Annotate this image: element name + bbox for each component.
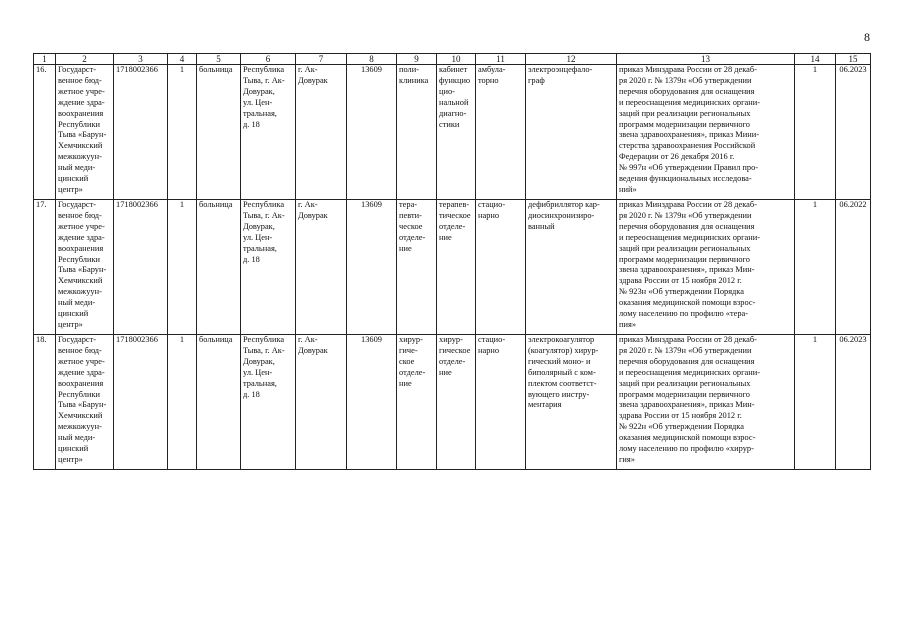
col-header: 13 [617, 54, 795, 65]
organization-cell: Государст- венное бюд- жетное учре- ждение здра- воохранения Республики Тыва «Барун- Хемчикский межкожуун- ный меди- цинский центр» [56, 335, 114, 470]
row-number: 18. [34, 335, 56, 470]
legal-basis-cell: приказ Минздрава России от 28 декаб- ря 2020 г. № 1379н «Об утверждении перечня оборудования для оснащения и переоснащения медицинских органи- заций при реализации региональных программ модернизации первичного звена здравоохранения», приказ Мин- здрава России от 15 ноября 2012 г. № 922н «Об утверждении Порядка оказания медицинской помощи взрос- лому населению по профилю «хирур- гия» [617, 335, 795, 470]
col-header: 2 [56, 54, 114, 65]
care-mode-cell: амбула- торно [476, 65, 526, 200]
date-cell: 06.2023 [836, 65, 871, 200]
equipment-table [33, 53, 871, 470]
code-cell: 13609 [347, 335, 397, 470]
col-header: 15 [836, 54, 871, 65]
department-cell: терапев- тическое отделе- ние [437, 200, 476, 335]
date-cell: 06.2023 [836, 335, 871, 470]
care-mode-cell: стацио- нарно [476, 335, 526, 470]
col-header: 1 [34, 54, 56, 65]
equipment-cell: дефибриллятор кар- диосинхронизиро- ванный [526, 200, 617, 335]
code-cell: 13609 [347, 200, 397, 335]
date-cell: 06.2022 [836, 200, 871, 335]
city-cell: г. Ак- Довурак [296, 65, 347, 200]
organization-cell: Государст- венное бюд- жетное учре- ждение здра- воохранения Республики Тыва «Барун- Хемчикский межкожуун- ный меди- цинский центр» [56, 65, 114, 200]
quantity-cell: 1 [168, 65, 197, 200]
unit-cell: поли- клиника [397, 65, 437, 200]
col-header: 3 [114, 54, 168, 65]
legal-basis-cell: приказ Минздрава России от 28 декаб- ря 2020 г. № 1379н «Об утверждении перечня оборудования для оснащения и переоснащения медицинских органи- заций при реализации региональных программ модернизации первичного звена здравоохранения», приказ Мин- здрава России от 15 ноября 2012 г. № 923н «Об утверждении Порядка оказания медицинской помощи взрос- лому населению по профилю «тера- пия» [617, 200, 795, 335]
address-cell: Республика Тыва, г. Ак- Довурак, ул. Цен- тральная, д. 18 [241, 335, 296, 470]
col-header: 4 [168, 54, 197, 65]
col-header: 10 [437, 54, 476, 65]
count-cell: 1 [795, 200, 836, 335]
col-header: 7 [296, 54, 347, 65]
organization-cell: Государст- венное бюд- жетное учре- ждение здра- воохранения Республики Тыва «Барун- Хемчикский межкожуун- ный меди- цинский центр» [56, 200, 114, 335]
row-number: 17. [34, 200, 56, 335]
facility-type-cell: больница [197, 335, 241, 470]
equipment-cell: электрокоагулятор (коагулятор) хирур- гический моно- и биполярный с ком- плектом соответст- вующего инстру- ментария [526, 335, 617, 470]
unit-cell: хирур- гиче- ское отделе- ние [397, 335, 437, 470]
equipment-cell: электроэнцефало- граф [526, 65, 617, 200]
city-cell: г. Ак- Довурак [296, 335, 347, 470]
city-cell: г. Ак- Довурак [296, 200, 347, 335]
inn-cell: 1718002366 [114, 335, 168, 470]
inn-cell: 1718002366 [114, 200, 168, 335]
department-cell: хирур- гическое отделе- ние [437, 335, 476, 470]
col-header: 11 [476, 54, 526, 65]
care-mode-cell: стацио- нарно [476, 200, 526, 335]
department-cell: кабинет функцио цио- нальной диагно- стики [437, 65, 476, 200]
count-cell: 1 [795, 335, 836, 470]
table-row [34, 65, 871, 200]
code-cell: 13609 [347, 65, 397, 200]
col-header: 14 [795, 54, 836, 65]
col-header: 6 [241, 54, 296, 65]
col-header: 9 [397, 54, 437, 65]
table-row [34, 200, 871, 335]
quantity-cell: 1 [168, 335, 197, 470]
col-header: 12 [526, 54, 617, 65]
address-cell: Республика Тыва, г. Ак- Довурак, ул. Цен- тральная, д. 18 [241, 65, 296, 200]
quantity-cell: 1 [168, 200, 197, 335]
address-cell: Республика Тыва, г. Ак- Довурак, ул. Цен- тральная, д. 18 [241, 200, 296, 335]
inn-cell: 1718002366 [114, 65, 168, 200]
column-numbers-row [34, 54, 871, 65]
facility-type-cell: больница [197, 65, 241, 200]
col-header: 8 [347, 54, 397, 65]
table-row [34, 335, 871, 470]
col-header: 5 [197, 54, 241, 65]
facility-type-cell: больница [197, 200, 241, 335]
unit-cell: тера- певти- ческое отделе- ние [397, 200, 437, 335]
page-number: 8 [864, 30, 870, 44]
count-cell: 1 [795, 65, 836, 200]
row-number: 16. [34, 65, 56, 200]
legal-basis-cell: приказ Минздрава России от 28 декаб- ря 2020 г. № 1379н «Об утверждении перечня оборудования для оснащения и переоснащения медицинских органи- заций при реализации региональных программ модернизации первичного звена здравоохранения», приказ Мини- стерства здравоохранения Российской Федерации от 26 декабря 2016 г. № 997н «Об утверждении Правил про- ведения функциональных исследова- ний» [617, 65, 795, 200]
